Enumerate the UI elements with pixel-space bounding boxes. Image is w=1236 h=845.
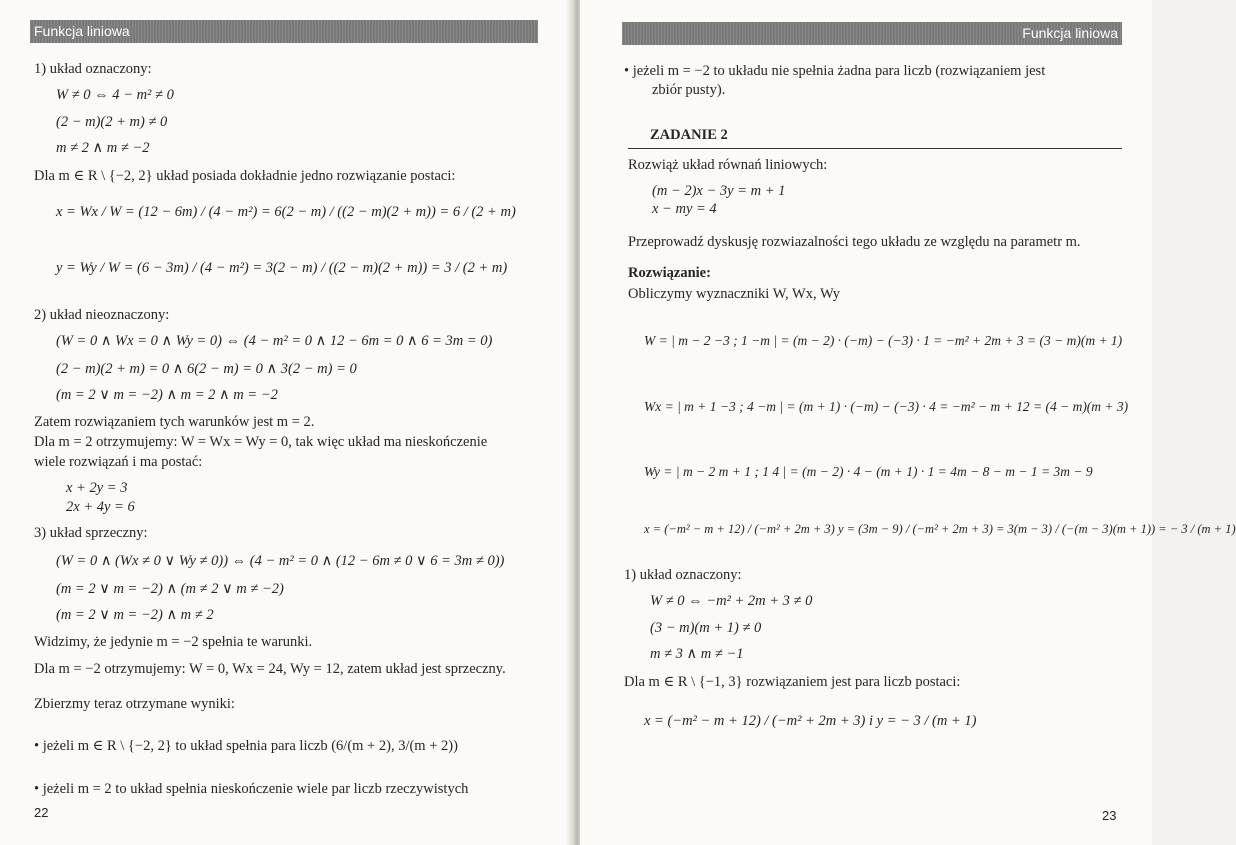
text-line: zbiór pusty).: [652, 82, 726, 98]
formula-line: 2x + 4y = 6: [66, 499, 135, 515]
bullet-line: • jeżeli m = −2 to układu nie spełnia żadna para liczb (rozwiązaniem jest: [624, 63, 1046, 79]
text-line: Zatem rozwiązaniem tych warunków jest m = 2.: [34, 414, 315, 430]
formula-line: m ≠ 3 ∧ m ≠ −1: [650, 646, 744, 662]
page-number: 22: [34, 805, 49, 820]
formula-line: (2 − m)(2 + m) = 0 ∧ 6(2 − m) = 0 ∧ 3(2 − m) = 0: [56, 361, 357, 377]
formula-line: (m = 2 ∨ m = −2) ∧ m ≠ 2: [56, 607, 214, 623]
left-page: [0, 0, 572, 845]
right-page: [580, 0, 1236, 845]
text-line: 1) układ oznaczony:: [624, 567, 742, 583]
text-line: Dla m = 2 otrzymujemy: W = Wx = Wy = 0, tak więc układ ma nieskończenie: [34, 434, 488, 450]
text-line: Widzimy, że jedynie m = −2 spełnia te warunki.: [34, 634, 313, 650]
formula-line: (2 − m)(2 + m) ≠ 0: [56, 114, 168, 130]
bullet-line: • jeżeli m = 2 to układ spełnia nieskończenie wiele par liczb rzeczywistych: [34, 781, 469, 797]
text-line: Dla m = −2 otrzymujemy: W = 0, Wx = 24, Wy = 12, zatem układ jest sprzeczny.: [34, 661, 506, 677]
exercise-title: ZADANIE 2: [650, 127, 728, 143]
bullet-line: • jeżeli m ∈ R \ {−2, 2} to układ spełnia para liczb (6/(m + 2), 3/(m + 2)): [34, 738, 458, 754]
text-line: wiele rozwiązań i ma postać:: [34, 454, 203, 470]
formula-line: (m = 2 ∨ m = −2) ∧ m = 2 ∧ m = −2: [56, 387, 278, 403]
formula-line: x = (−m² − m + 12) / (−m² + 2m + 3) y = (3m − 9) / (−m² + 2m + 3) = 3(m − 3) / (−(m − 3)(m + 1)) = − 3 / (m + 1): [644, 522, 1236, 536]
text-line: Dla m ∈ R \ {−1, 3} rozwiązaniem jest para liczb postaci:: [624, 674, 961, 690]
text-line: Przeprowadź dyskusję rozwiazalności tego układu ze względu na parametr m.: [628, 234, 1081, 250]
formula-line: x + 2y = 3: [66, 480, 128, 496]
formula-line: (W = 0 ∧ (Wx ≠ 0 ∨ Wy ≠ 0)) ⇔ (4 − m² = 0 ∧ (12 − 6m ≠ 0 ∨ 6 = 3m ≠ 0)): [56, 553, 505, 569]
formula-line: (m − 2)x − 3y = m + 1: [652, 183, 786, 199]
formula-line: (W = 0 ∧ Wx = 0 ∧ Wy = 0) ⇔ (4 − m² = 0 ∧ 12 − 6m = 0 ∧ 6 = 3m = 0): [56, 333, 493, 349]
text-line: 2) układ nieoznaczony:: [34, 307, 170, 323]
right-page-header: Funkcja liniowa: [622, 22, 1122, 45]
text-line: Obliczymy wyznaczniki W, Wx, Wy: [628, 286, 841, 302]
text-line: Rozwiąż układ równań liniowych:: [628, 157, 828, 173]
text-line: Dla m ∈ R \ {−2, 2} układ posiada dokładnie jedno rozwiązanie postaci:: [34, 168, 456, 184]
formula-line: W = | m − 2 −3 ; 1 −m | = (m − 2) · (−m) − (−3) · 1 = −m² + 2m + 3 = (3 − m)(m + 1): [644, 333, 1123, 348]
text-line: 3) układ sprzeczny:: [34, 525, 148, 541]
formula-line: x = Wx / W = (12 − 6m) / (4 − m²) = 6(2 − m) / ((2 − m)(2 + m)) = 6 / (2 + m): [56, 204, 516, 220]
formula-line: Wy = | m − 2 m + 1 ; 1 4 | = (m − 2) · 4 − (m + 1) · 1 = 4m − 8 − m − 1 = 3m − 9: [644, 464, 1093, 479]
formula-line: W ≠ 0 ⇔ −m² + 2m + 3 ≠ 0: [650, 593, 813, 609]
text-line: Zbierzmy teraz otrzymane wyniki:: [34, 696, 235, 712]
divider: [628, 148, 1122, 149]
page-number: 23: [1102, 808, 1117, 823]
formula-line: m ≠ 2 ∧ m ≠ −2: [56, 140, 150, 156]
text-line: 1) układ oznaczony:: [34, 61, 152, 77]
formula-line: (m = 2 ∨ m = −2) ∧ (m ≠ 2 ∨ m ≠ −2): [56, 581, 284, 597]
formula-line: x − my = 4: [652, 201, 717, 217]
formula-line: Wx = | m + 1 −3 ; 4 −m | = (m + 1) · (−m) − (−3) · 4 = −m² − m + 12 = (4 − m)(m + 3): [644, 399, 1129, 414]
solution-heading: Rozwiązanie:: [628, 265, 711, 281]
formula-line: y = Wy / W = (6 − 3m) / (4 − m²) = 3(2 − m) / ((2 − m)(2 + m)) = 3 / (2 + m): [56, 260, 508, 276]
formula-line: (3 − m)(m + 1) ≠ 0: [650, 620, 762, 636]
formula-line: x = (−m² − m + 12) / (−m² + 2m + 3) i y = − 3 / (m + 1): [644, 713, 977, 729]
left-page-header: Funkcja liniowa: [30, 20, 538, 43]
formula-line: W ≠ 0 ⇔ 4 − m² ≠ 0: [56, 87, 174, 103]
